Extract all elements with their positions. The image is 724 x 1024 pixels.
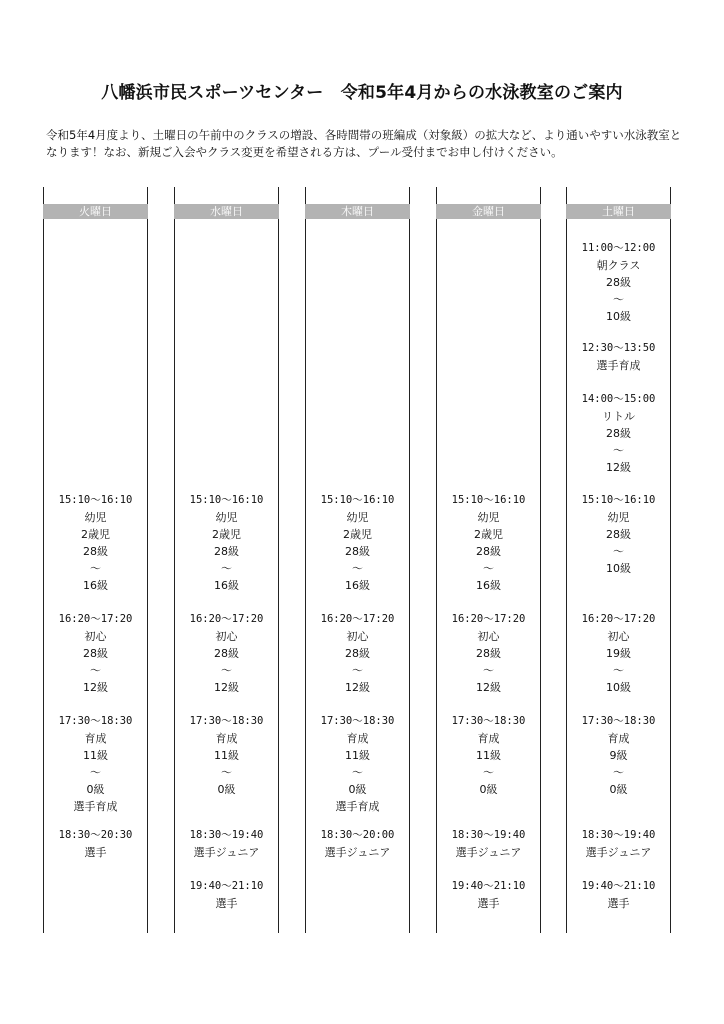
column-wednesday xyxy=(174,187,279,933)
slot-line: 選手 xyxy=(477,897,500,910)
class-slot xyxy=(175,611,278,696)
slot-line: 0級 xyxy=(217,783,236,796)
class-slot xyxy=(567,713,670,798)
slot-time: 12:30～13:50 xyxy=(581,342,656,354)
slot-time: 16:20～17:20 xyxy=(451,613,526,625)
slot-line: 選手ジュニア xyxy=(455,846,522,859)
day-header-saturday: 土曜日 xyxy=(566,204,671,219)
slot-line: 28級 xyxy=(345,545,370,558)
slot-line: 2歳児 xyxy=(212,528,241,541)
slot-time: 19:40～21:10 xyxy=(451,880,526,892)
slot-line: 11級 xyxy=(345,749,370,762)
slot-line: ～ xyxy=(90,664,101,677)
slot-line: 28級 xyxy=(476,647,501,660)
class-slot xyxy=(437,713,540,798)
slot-line: ～ xyxy=(613,293,624,306)
slot-line: 初心 xyxy=(607,630,630,643)
class-slot xyxy=(306,713,409,815)
slot-time: 15:10～16:10 xyxy=(189,494,264,506)
slot-line: 朝クラス xyxy=(596,259,641,272)
class-slot xyxy=(567,240,670,325)
slot-time: 19:40～21:10 xyxy=(189,880,264,892)
slot-line: 育成 xyxy=(477,732,500,745)
slot-line: 選手育成 xyxy=(596,359,641,372)
class-slot xyxy=(437,827,540,861)
slot-line: 11級 xyxy=(476,749,501,762)
slot-line: 16級 xyxy=(214,579,239,592)
slot-line: 幼児 xyxy=(607,511,630,524)
slot-time: 15:10～16:10 xyxy=(320,494,395,506)
slot-time: 16:20～17:20 xyxy=(189,613,264,625)
slot-line: 28級 xyxy=(83,647,108,660)
slot-line: 0級 xyxy=(609,783,628,796)
slot-line: 2歳児 xyxy=(474,528,503,541)
slot-line: 初心 xyxy=(477,630,500,643)
slot-line: ～ xyxy=(221,562,232,575)
slot-line: 選手ジュニア xyxy=(585,846,652,859)
slot-time: 18:30～19:40 xyxy=(581,829,656,841)
slot-line: 10級 xyxy=(606,310,631,323)
slot-line: 0級 xyxy=(348,783,367,796)
slot-time: 18:30～20:30 xyxy=(58,829,133,841)
slot-line: 2歳児 xyxy=(81,528,110,541)
slot-line: 初心 xyxy=(84,630,107,643)
slot-line: 0級 xyxy=(479,783,498,796)
slot-time: 17:30～18:30 xyxy=(58,715,133,727)
slot-line: 幼児 xyxy=(215,511,238,524)
slot-line: 28級 xyxy=(606,276,631,289)
class-slot xyxy=(437,611,540,696)
class-slot xyxy=(306,492,409,594)
slot-line: 16級 xyxy=(476,579,501,592)
column-thursday xyxy=(305,187,410,933)
slot-line: 28級 xyxy=(345,647,370,660)
slot-line: 幼児 xyxy=(477,511,500,524)
slot-line: ～ xyxy=(613,664,624,677)
slot-line: ～ xyxy=(613,766,624,779)
slot-line: 選手 xyxy=(215,897,238,910)
page-title: 八幡浜市民スポーツセンター 令和5年4月からの水泳教室のご案内 xyxy=(101,83,623,103)
day-header-tuesday: 火曜日 xyxy=(43,204,148,219)
column-tuesday xyxy=(43,187,148,933)
class-slot xyxy=(567,611,670,696)
slot-line: 初心 xyxy=(346,630,369,643)
slot-time: 16:20～17:20 xyxy=(320,613,395,625)
slot-time: 17:30～18:30 xyxy=(451,715,526,727)
slot-line: 28級 xyxy=(606,427,631,440)
class-slot xyxy=(437,878,540,912)
slot-time: 18:30～19:40 xyxy=(189,829,264,841)
slot-line: 28級 xyxy=(83,545,108,558)
slot-line: ～ xyxy=(483,664,494,677)
slot-time: 18:30～19:40 xyxy=(451,829,526,841)
class-slot xyxy=(175,713,278,798)
class-slot xyxy=(44,827,147,861)
class-slot xyxy=(306,611,409,696)
slot-line: 28級 xyxy=(214,647,239,660)
slot-line: 育成 xyxy=(346,732,369,745)
slot-line: ～ xyxy=(613,444,624,457)
slot-line: 選手育成 xyxy=(73,800,118,813)
class-slot xyxy=(44,611,147,696)
slot-time: 17:30～18:30 xyxy=(189,715,264,727)
slot-time: 17:30～18:30 xyxy=(581,715,656,727)
slot-line: ～ xyxy=(352,664,363,677)
slot-line: 育成 xyxy=(215,732,238,745)
slot-line: 幼児 xyxy=(84,511,107,524)
slot-line: 選手 xyxy=(84,846,107,859)
slot-line: 選手ジュニア xyxy=(193,846,260,859)
slot-line: ～ xyxy=(352,562,363,575)
slot-time: 19:40～21:10 xyxy=(581,880,656,892)
slot-line: ～ xyxy=(221,766,232,779)
slot-line: 0級 xyxy=(86,783,105,796)
slot-line: 9級 xyxy=(609,749,628,762)
slot-line: 12級 xyxy=(345,681,370,694)
slot-time: 15:10～16:10 xyxy=(58,494,133,506)
slot-time: 16:20～17:20 xyxy=(58,613,133,625)
column-saturday xyxy=(566,187,671,933)
slot-time: 18:30～20:00 xyxy=(320,829,395,841)
slot-line: 16級 xyxy=(345,579,370,592)
slot-line: 育成 xyxy=(84,732,107,745)
slot-line: ～ xyxy=(90,562,101,575)
slot-line: 幼児 xyxy=(346,511,369,524)
slot-line: ～ xyxy=(483,766,494,779)
slot-line: ～ xyxy=(90,766,101,779)
slot-line: 12級 xyxy=(83,681,108,694)
day-header-friday: 金曜日 xyxy=(436,204,541,219)
class-slot xyxy=(567,340,670,374)
slot-line: 11級 xyxy=(83,749,108,762)
slot-line: ～ xyxy=(352,766,363,779)
class-slot xyxy=(175,827,278,861)
slot-time: 16:20～17:20 xyxy=(581,613,656,625)
class-slot xyxy=(437,492,540,594)
slot-line: 28級 xyxy=(606,528,631,541)
class-slot xyxy=(175,878,278,912)
slot-line: ～ xyxy=(483,562,494,575)
class-slot xyxy=(567,391,670,476)
slot-time: 15:10～16:10 xyxy=(581,494,656,506)
slot-line: 育成 xyxy=(607,732,630,745)
slot-line: 10級 xyxy=(606,681,631,694)
day-header-wednesday: 水曜日 xyxy=(174,204,279,219)
class-slot xyxy=(567,827,670,861)
slot-line: 28級 xyxy=(214,545,239,558)
class-slot xyxy=(175,492,278,594)
slot-line: 19級 xyxy=(606,647,631,660)
slot-line: 初心 xyxy=(215,630,238,643)
class-slot xyxy=(306,827,409,861)
slot-line: 2歳児 xyxy=(343,528,372,541)
slot-line: 10級 xyxy=(606,562,631,575)
column-friday xyxy=(436,187,541,933)
class-slot xyxy=(44,713,147,815)
slot-line: 選手 xyxy=(607,897,630,910)
slot-line: ～ xyxy=(221,664,232,677)
class-slot xyxy=(44,492,147,594)
slot-line: 12級 xyxy=(606,461,631,474)
slot-line: 12級 xyxy=(476,681,501,694)
slot-line: ～ xyxy=(613,545,624,558)
class-slot xyxy=(567,492,670,577)
slot-time: 11:00～12:00 xyxy=(581,242,656,254)
slot-time: 17:30～18:30 xyxy=(320,715,395,727)
class-slot xyxy=(567,878,670,912)
slot-line: リトル xyxy=(602,410,635,423)
slot-line: 16級 xyxy=(83,579,108,592)
intro-paragraph: 令和5年4月度より、土曜日の午前中のクラスの増設、各時間帯の班編成（対象級）の拡大など、より通いやすい水泳教室となります！なお、新規ご入会やクラス変更を希望される方は、プール受付までお申し付けください。 xyxy=(46,128,682,159)
slot-line: 選手ジュニア xyxy=(324,846,391,859)
slot-line: 選手育成 xyxy=(335,800,380,813)
slot-line: 11級 xyxy=(214,749,239,762)
slot-line: 28級 xyxy=(476,545,501,558)
slot-time: 15:10～16:10 xyxy=(451,494,526,506)
slot-time: 14:00～15:00 xyxy=(581,393,656,405)
day-header-thursday: 木曜日 xyxy=(305,204,410,219)
slot-line: 12級 xyxy=(214,681,239,694)
